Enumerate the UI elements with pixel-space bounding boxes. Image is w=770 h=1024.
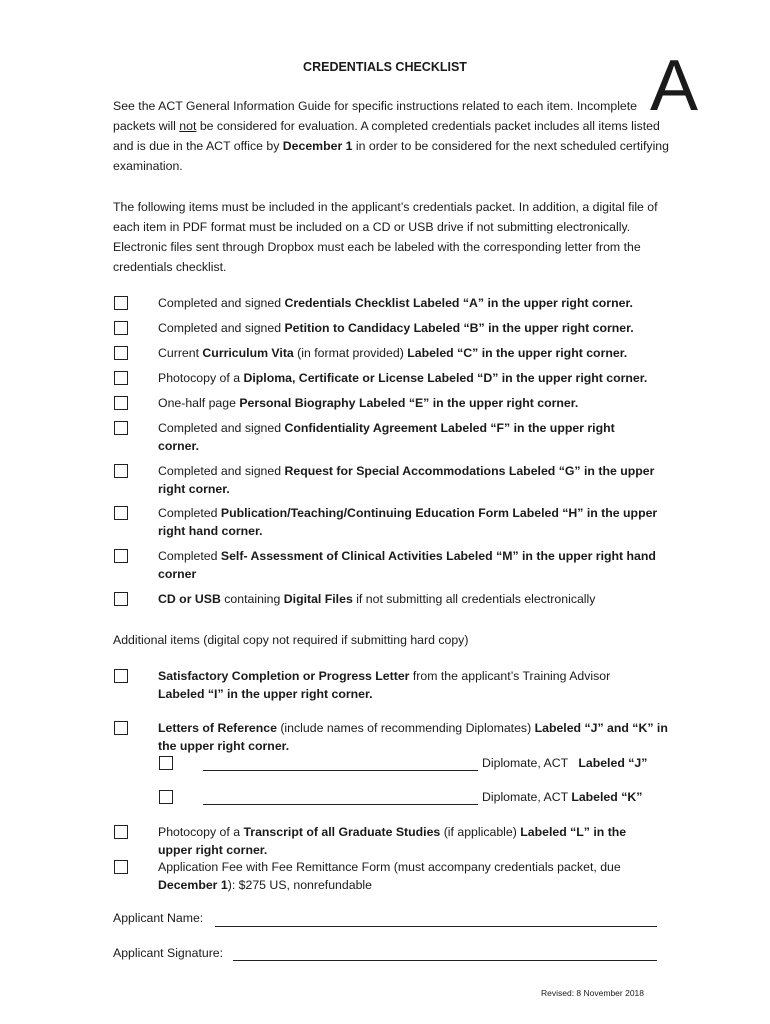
checkbox-item-d[interactable] bbox=[114, 371, 128, 385]
checklist-item-i: Satisfactory Completion or Progress Letter from the applicant’s Training Advisor Labeled “I” in the upper right corner. bbox=[158, 669, 611, 701]
checkbox-item-c[interactable] bbox=[114, 346, 128, 360]
checklist-item-m: Completed Self- Assessment of Clinical Activities Labeled “M” in the upper right hand corner bbox=[158, 549, 656, 581]
checklist-item-jk: Letters of Reference (include names of recommending Diplomates) Labeled “J” and “K” in the upper right corner. bbox=[158, 721, 668, 753]
checklist-item-a: Completed and signed Credentials Checklist Labeled “A” in the upper right corner. bbox=[158, 296, 633, 310]
reference-j-label: Diplomate, ACT Labeled “J” bbox=[482, 756, 648, 770]
checkbox-cd-usb[interactable] bbox=[114, 592, 128, 606]
checklist-item-cd-usb: CD or USB containing Digital Files if not submitting all credentials electronically bbox=[158, 592, 596, 606]
checkbox-application-fee[interactable] bbox=[114, 860, 128, 874]
checkbox-item-g[interactable] bbox=[114, 464, 128, 478]
applicant-name-line[interactable] bbox=[215, 926, 657, 927]
checklist-item-h: Completed Publication/Teaching/Continuing Education Form Labeled “H” in the upper right hand corner. bbox=[158, 506, 658, 538]
revised-date: Revised: 8 November 2018 bbox=[541, 988, 645, 998]
additional-items-heading: Additional items (digital copy not required if submitting hard copy) bbox=[113, 633, 469, 647]
checkbox-reference-j[interactable] bbox=[159, 756, 173, 770]
checkbox-item-f[interactable] bbox=[114, 421, 128, 435]
reference-j-name-line[interactable] bbox=[203, 770, 478, 771]
checkbox-item-i[interactable] bbox=[114, 669, 128, 683]
applicant-name-label: Applicant Name: bbox=[113, 911, 204, 925]
checklist-item-c: Current Curriculum Vita (in format provided) Labeled “C” in the upper right corner. bbox=[158, 346, 628, 360]
checkbox-reference-k[interactable] bbox=[159, 790, 173, 804]
applicant-signature-label: Applicant Signature: bbox=[113, 946, 224, 960]
checklist-item-e: One-half page Personal Biography Labeled “E” in the upper right corner. bbox=[158, 396, 579, 410]
reference-k-label: Diplomate, ACT Labeled “K” bbox=[482, 790, 643, 804]
corner-letter: A bbox=[650, 46, 699, 126]
checklist-item-d: Photocopy of a Diploma, Certificate or License Labeled “D” in the upper right corner. bbox=[158, 371, 648, 385]
checklist-item-l: Photocopy of a Transcript of all Graduate Studies (if applicable) Labeled “L” in the upper right corner. bbox=[158, 825, 627, 857]
checkbox-item-e[interactable] bbox=[114, 396, 128, 410]
checkbox-item-b[interactable] bbox=[114, 321, 128, 335]
intro-paragraph-1: See the ACT General Information Guide for specific instructions related to each item. Incomplete packets will not be considered for evaluation. A completed credentials packet includes all items listed and is due in the ACT office by December 1 in order to be considered for the next scheduled certifying examination. bbox=[113, 99, 669, 173]
page-title: CREDENTIALS CHECKLIST bbox=[303, 60, 467, 74]
checklist-item-application-fee: Application Fee with Fee Remittance Form (must accompany credentials packet, due December 1): $275 US, nonrefundable bbox=[158, 860, 621, 892]
checklist-item-f: Completed and signed Confidentiality Agreement Labeled “F” in the upper right corner. bbox=[158, 421, 615, 453]
checkbox-item-l[interactable] bbox=[114, 825, 128, 839]
checkbox-item-jk[interactable] bbox=[114, 721, 128, 735]
intro-paragraph-2: The following items must be included in the applicant’s credentials packet. In addition, a digital file of each item in PDF format must be included on a CD or USB drive if not submitting electronically. Electronic files sent through Dropbox must each be labeled with the corresponding letter from the credentials checklist. bbox=[113, 200, 658, 274]
checklist-item-b: Completed and signed Petition to Candidacy Labeled “B” in the upper right corner. bbox=[158, 321, 634, 335]
applicant-signature-line[interactable] bbox=[233, 960, 657, 961]
checkbox-item-m[interactable] bbox=[114, 549, 128, 563]
checklist-item-g: Completed and signed Request for Special Accommodations Labeled “G” in the upper right corner. bbox=[158, 464, 655, 496]
checkbox-item-h[interactable] bbox=[114, 506, 128, 520]
checkbox-item-a[interactable] bbox=[114, 296, 128, 310]
reference-k-name-line[interactable] bbox=[203, 804, 478, 805]
